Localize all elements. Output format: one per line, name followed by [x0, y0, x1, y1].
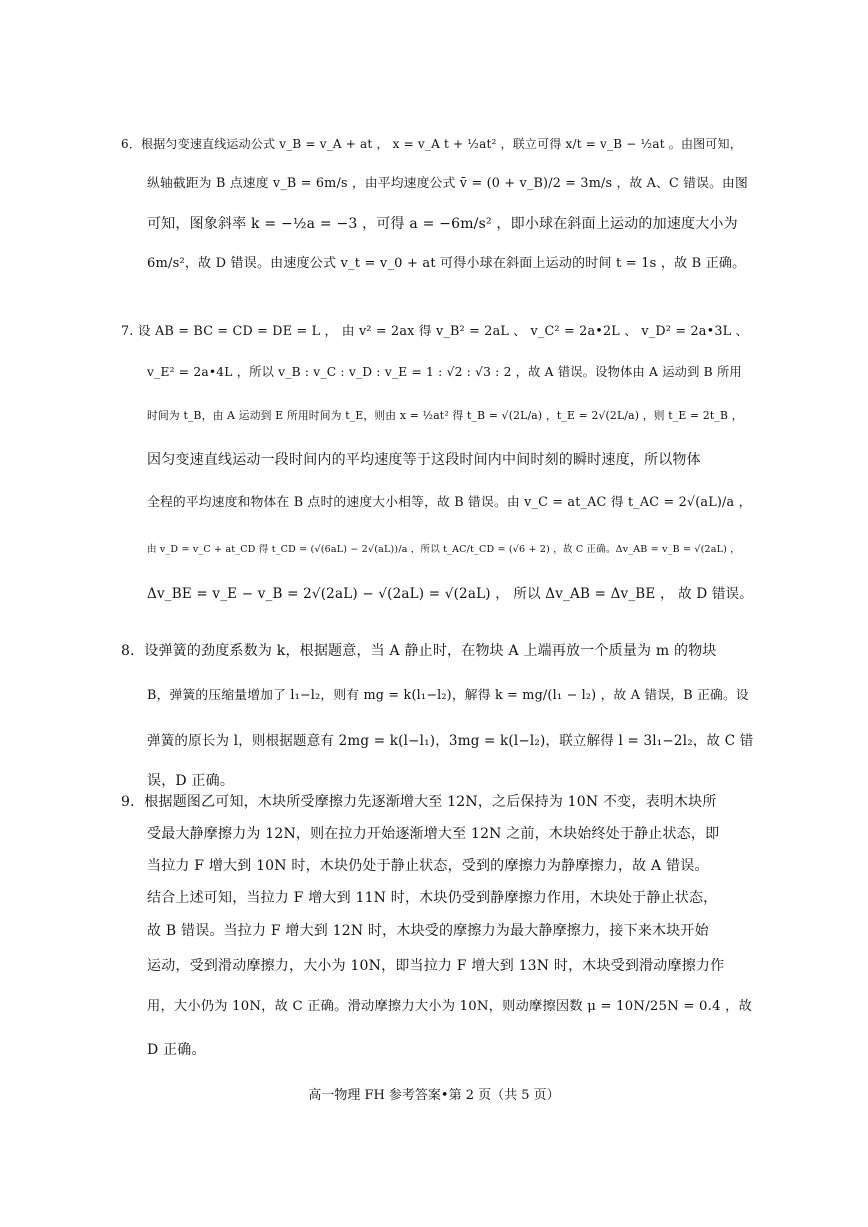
answer-line: 8．设弹簧的劲度系数为 k，根据题意，当 A 静止时，在物块 A 上端再放一个质量为 m 的物块	[121, 643, 717, 659]
answer-line: 因匀变速直线运动一段时间内的平均速度等于这段时间内中间时刻的瞬时速度，所以物体	[147, 452, 701, 468]
answer-line: 当拉力 F 增大到 10N 时，木块仍处于静止状态，受到的摩擦力为静摩擦力，故 A 错误。	[147, 858, 709, 874]
answer-item-8	[121, 631, 753, 801]
answer-line: 全程的平均速度和物体在 B 点时的速度大小相等，故 B 错误。由 v_C = at_AC 得 t_AC = 2√(aL)/a ，	[147, 495, 752, 510]
answer-line: 结合上述可知，当拉力 F 增大到 11N 时，木块仍受到静摩擦力作用，木块处于静止状态，	[147, 890, 718, 906]
answer-line: 用，大小仍为 10N，故 C 正确。滑动摩擦力大小为 10N，则动摩擦因数 μ = 10N/25N = 0.4 ，故	[147, 999, 753, 1014]
answer-line: 误，D 正确。	[147, 773, 235, 789]
answer-line: v_E² = 2a•4L ，所以 v_B : v_C : v_D : v_E = 1 : √2 : √3 : 2 ，故 A 错误。设物体由 A 运动到 B 所用	[147, 365, 742, 379]
answer-line: D 正确。	[147, 1042, 206, 1058]
answer-line: 可知，图象斜率 k = −½a = −3 ，可得 a = −6m/s² ，即小球在斜面上运动的加速度大小为	[147, 216, 738, 232]
answer-line: 7. 设 AB = BC = CD = DE = L ， 由 v² = 2ax 得 v_B² = 2aL 、 v_C² = 2a•2L 、 v_D² = 2a•3L 、	[121, 324, 749, 339]
answer-item-9	[121, 786, 753, 1070]
answer-line: 运动，受到滑动摩擦力，大小为 10N，即当拉力 F 增大到 13N 时，木块受到滑动摩擦力作	[147, 958, 725, 974]
answer-line: 时间为 t_B，由 A 运动到 E 所用时间为 t_E，则由 x = ½at² 得 t_B = √(2L/a) ，t_E = 2√(2L/a) ，则 t_E = 2t_B ，	[147, 409, 743, 422]
answer-line: Δv_BE = v_E − v_B = 2√(2aL) − √(2aL) = √(2aL) ， 所以 Δv_AB = Δv_BE ， 故 D 错误。	[147, 586, 753, 602]
answer-line: 由 v_D = v_C + at_CD 得 t_CD = (√(6aL) − 2√(aL))/a ，所以 t_AC/t_CD = (√6 + 2) ，故 C 正确。Δv_AB = v_B = √(2aL) ，	[147, 544, 740, 555]
answer-line: 9．根据题图乙可知，木块所受摩擦力先逐渐增大至 12N，之后保持为 10N 不变，表明木块所	[121, 794, 717, 810]
answer-line: 受最大静摩擦力为 12N，则在拉力开始逐渐增大至 12N 之前，木块始终处于静止状态，即	[147, 826, 720, 842]
answer-line: B，弹簧的压缩量增加了 l₁−l₂，则有 mg = k(l₁−l₂)，解得 k = mg/(l₁ − l₂) ，故 A 错误，B 正确。设	[147, 688, 749, 703]
answer-item-6	[121, 124, 753, 284]
answer-line: 弹簧的原长为 l，则根据题意有 2mg = k(l−l₁)，3mg = k(l−l₂)，联立解得 l = 3l₁−2l₂，故 C 错	[147, 733, 754, 749]
answer-line: 6．根据匀变速直线运动公式 v_B = v_A + at ， x = v_A t + ½at² ，联立可得 x/t = v_B − ½at 。由图可知，	[121, 137, 742, 151]
page-footer: 高一物理 FH 参考答案•第 2 页（共 5 页）	[308, 1088, 560, 1103]
answer-line: 6m/s²，故 D 错误。由速度公式 v_t = v_0 + at 可得小球在斜面上运动的时间 t = 1s ，故 B 正确。	[147, 256, 746, 271]
answer-line: 纵轴截距为 B 点速度 v_B = 6m/s ，由平均速度公式 v̄ = (0 + v_B)/2 = 3m/s ，故 A、C 错误。由图	[147, 176, 748, 191]
answer-item-7	[121, 312, 753, 614]
answer-line: 故 B 错误。当拉力 F 增大到 12N 时，木块受的摩擦力为最大静摩擦力，接下来木块开始	[147, 923, 709, 939]
